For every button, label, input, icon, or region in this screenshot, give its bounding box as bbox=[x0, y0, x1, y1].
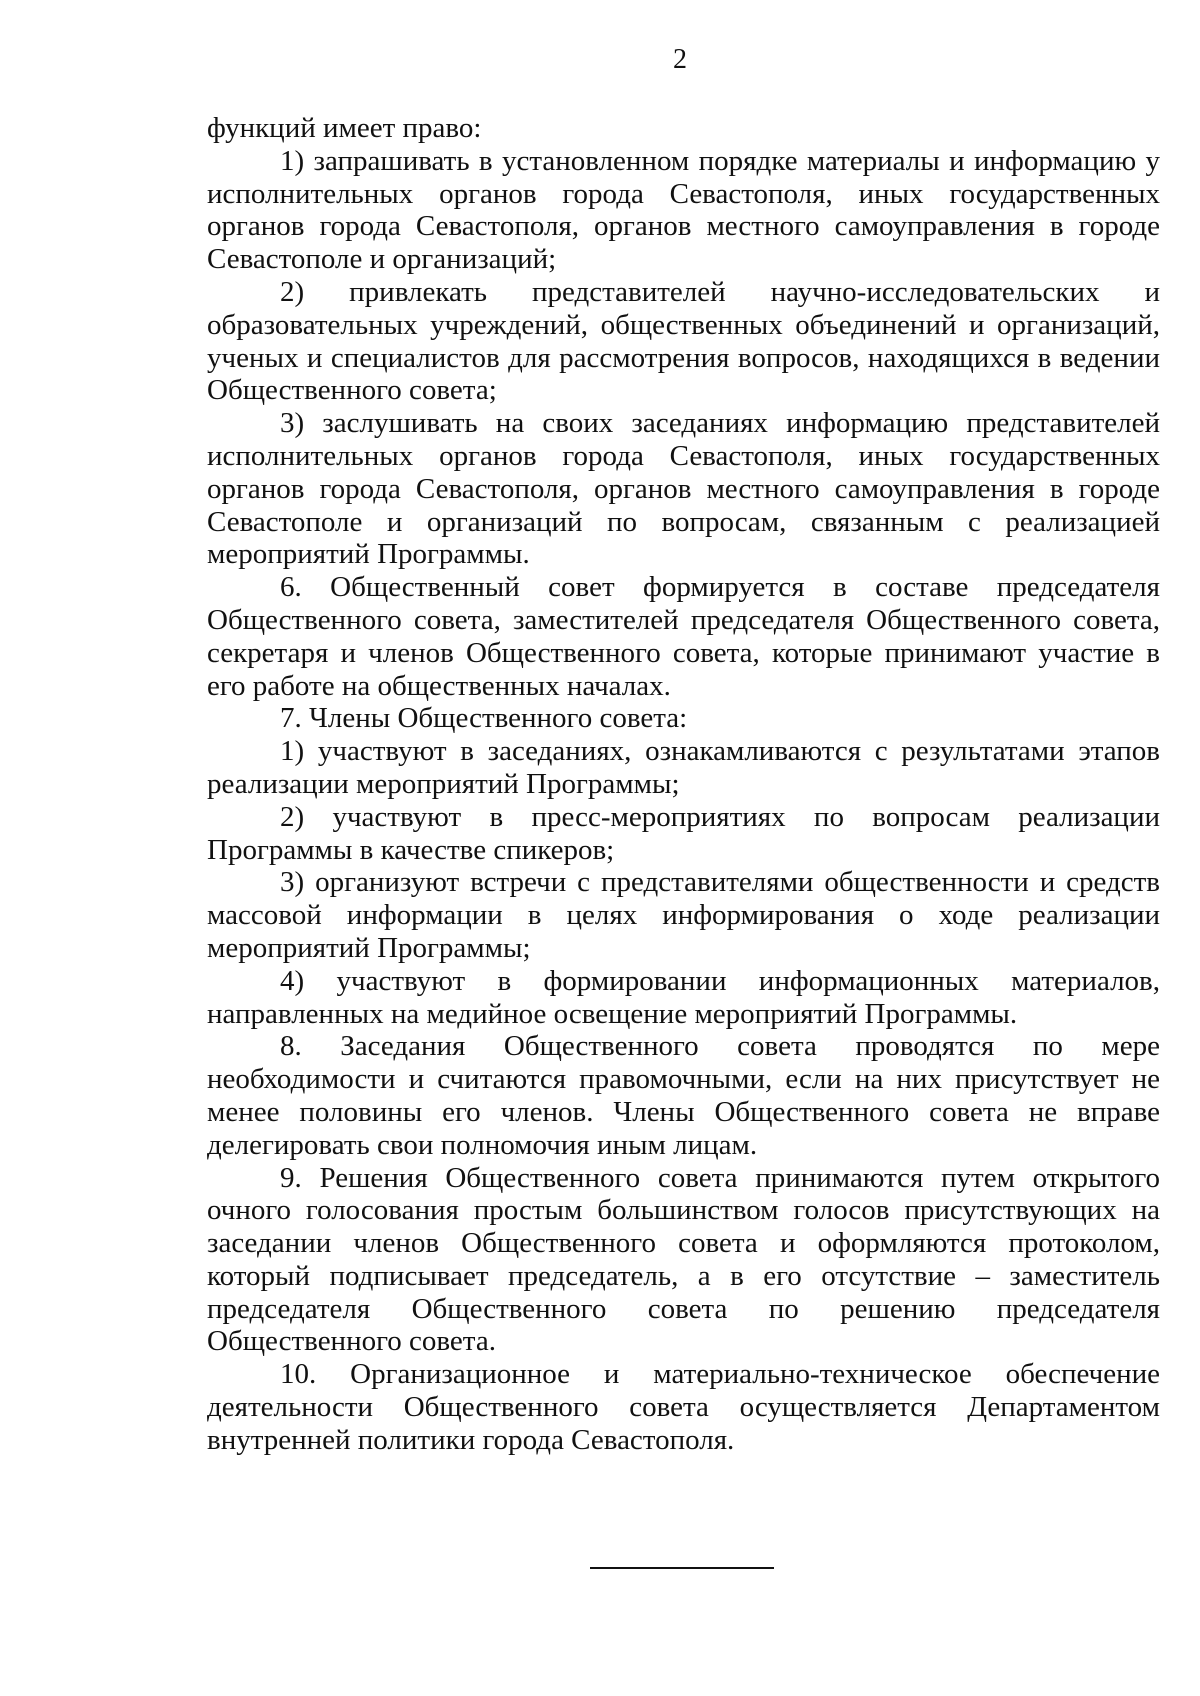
paragraph-7-item-3: 3) организуют встречи с представителями общественности и средств массовой информации в целях информирования о ходе реализации мероприятий Программы; bbox=[207, 866, 1160, 964]
paragraph-7-item-2: 2) участвуют в пресс-мероприятиях по вопросам реализации Программы в качестве спикеров; bbox=[207, 800, 1160, 866]
paragraph-item-2-involve-representatives: 2) привлекать представителей научно-исследовательских и образовательных учреждений, общественных объединений и организаций, ученых и специалистов для рассмотрения вопросов, находящихся в ведении Общественного совета; bbox=[207, 275, 1160, 407]
paragraph-7-item-4: 4) участвуют в формировании информационных материалов, направленных на медийное освещение мероприятий Программы. bbox=[207, 964, 1160, 1030]
end-divider-line bbox=[590, 1567, 774, 1569]
paragraph-item-3-hear-information: 3) заслушивать на своих заседаниях информацию представителей исполнительных органов города Севастополя, иных государственных органов города Севастополя, органов местного самоуправления в городе Севастополе и организаций по вопросам, связанным с реализацией мероприятий Программы. bbox=[207, 407, 1160, 571]
paragraph-8-meetings: 8. Заседания Общественного совета проводятся по мере необходимости и считаются правомочными, если на них присутствует не менее половины его членов. Члены Общественного совета не вправе делегировать свои полномочия иным лицам. bbox=[207, 1030, 1160, 1161]
paragraph-7-council-members: 7. Члены Общественного совета: bbox=[280, 702, 688, 735]
paragraph-10-support: 10. Организационное и материально-техническое обеспечение деятельности Общественного совета осуществляется Департаментом внутренней политики города Севастополя. bbox=[207, 1358, 1160, 1456]
document-body bbox=[207, 112, 1160, 1457]
paragraph-9-decisions: 9. Решения Общественного совета принимаются путем открытого очного голосования простым большинством голосов присутствующих на заседании членов Общественного совета и оформляются протоколом, который подписывает председатель, а в его отсутствие – заместитель председателя Общественного совета по решению председателя Общественного совета. bbox=[207, 1161, 1160, 1358]
paragraph-item-1-request-materials: 1) запрашивать в установленном порядке материалы и информацию у исполнительных органов города Севастополя, иных государственных органов города Севастополя, органов местного самоуправления в городе Севастополе и организаций; bbox=[207, 144, 1160, 276]
paragraph-6-council-composition: 6. Общественный совет формируется в составе председателя Общественного совета, заместителей председателя Общественного совета, секретаря и членов Общественного совета, которые принимают участие в его работе на общественных началах. bbox=[207, 571, 1160, 702]
page-number: 2 bbox=[673, 44, 687, 75]
paragraph-continuation: функций имеет право: bbox=[207, 112, 482, 144]
paragraph-7-item-1: 1) участвуют в заседаниях, ознакамливаются с результатами этапов реализации мероприятий Программы; bbox=[207, 735, 1160, 800]
